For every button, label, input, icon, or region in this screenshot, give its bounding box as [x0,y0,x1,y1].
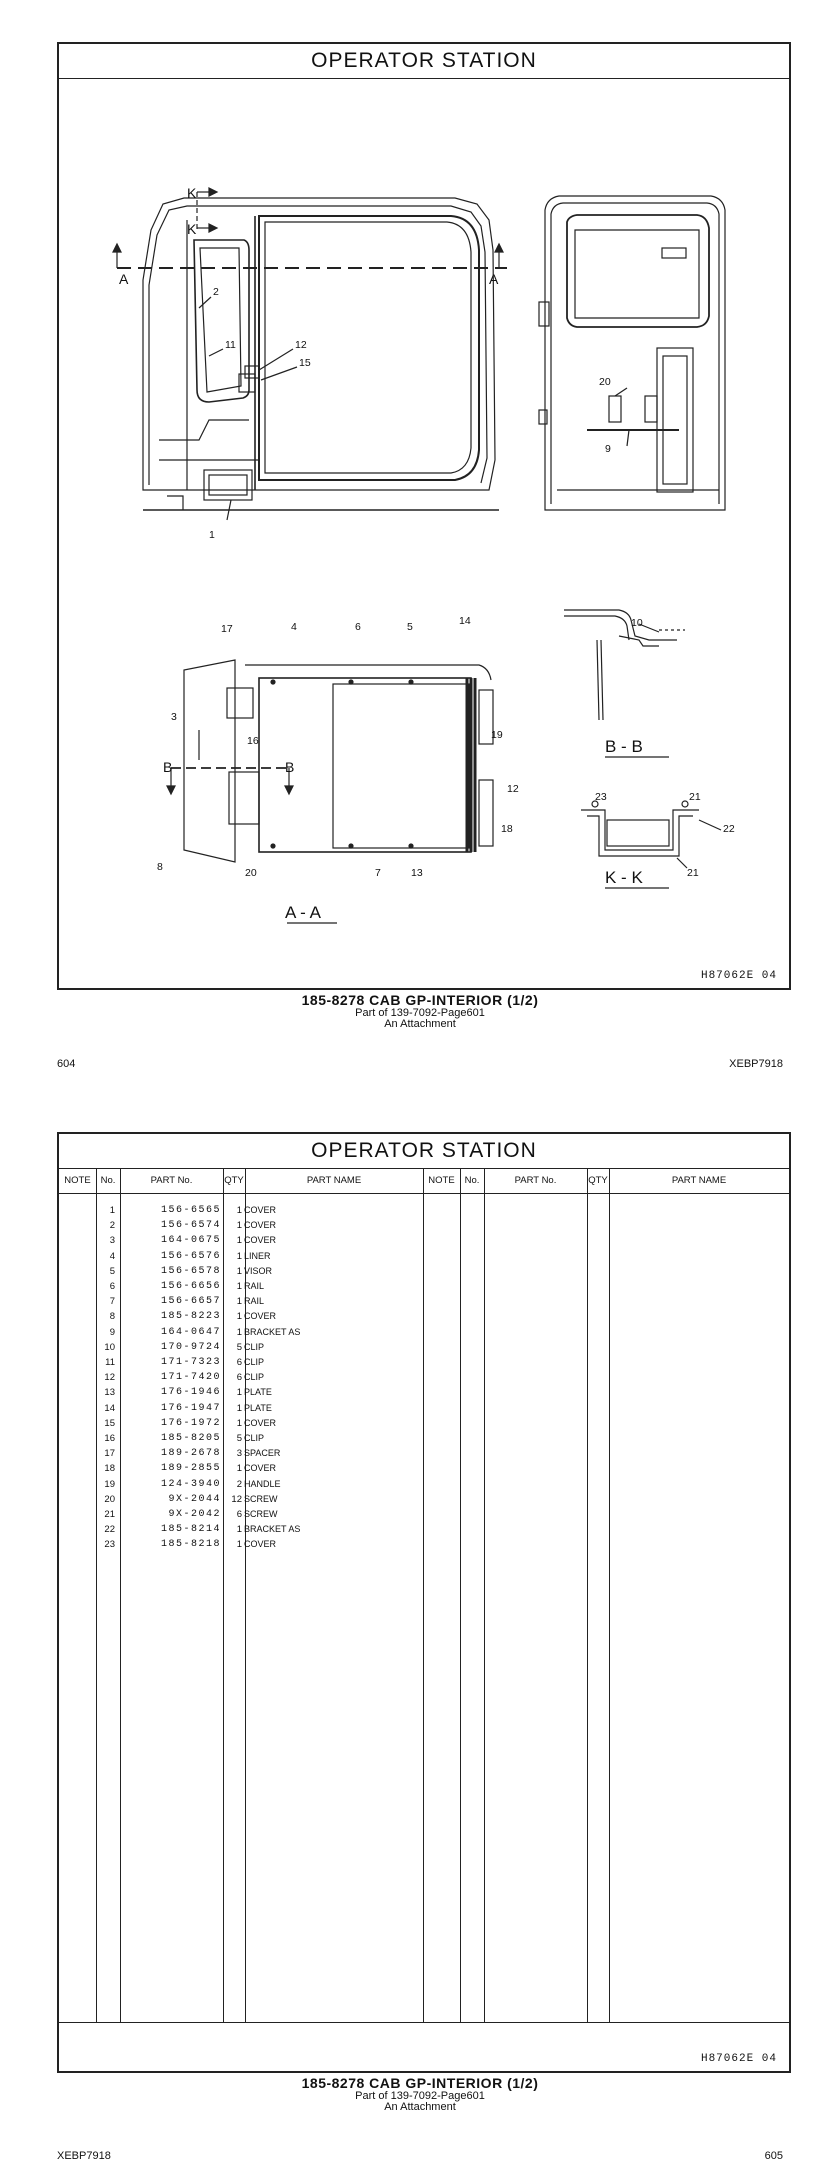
row-part-number: 156-6565 [160,1205,221,1216]
row-number: 13 [104,1387,115,1399]
table-row [59,1416,423,1431]
row-quantity: 1 [236,1326,242,1338]
table-header [59,1168,789,1194]
header-part-no: PART No. [150,1175,193,1186]
row-part-name: COVER [244,1539,277,1550]
row-part-name: COVER [244,1417,277,1428]
caption-title: 185-8278 CAB GP-INTERIOR (1/2) [301,992,539,1008]
header-note: NOTE [64,1175,91,1186]
table-row [59,1294,423,1309]
callout-label: 1 [209,529,215,541]
row-number: 8 [109,1311,115,1323]
callout-label: 20 [245,867,257,879]
callout-label: 3 [171,711,177,723]
figure-code: H87062E 04 [700,970,777,982]
row-part-number: 9X-2044 [168,1493,221,1505]
row-part-name: COVER [244,1463,277,1474]
row-part-name: BRACKET AS [244,1326,301,1337]
row-part-number: 156-6576 [160,1250,221,1262]
row-number: 22 [104,1524,115,1536]
section-labels [285,737,643,922]
row-quantity: 2 [236,1478,242,1490]
row-number: 12 [104,1372,115,1384]
table-row [59,1431,423,1446]
cut-label: K [187,185,197,201]
row-number: 10 [104,1341,115,1353]
row-part-number: 189-2855 [160,1463,221,1475]
callout-label: 19 [491,729,503,741]
row-part-name: CLIP [244,1372,265,1383]
row-part-name: SPACER [244,1448,281,1459]
callout-label: 23 [595,791,607,803]
row-part-number: 176-1972 [160,1417,221,1429]
row-part-name: COVER [244,1235,277,1246]
row-number: 23 [104,1539,115,1551]
callout-label: 12 [295,339,307,351]
callout-labels [157,286,735,879]
row-part-name: VISOR [244,1265,273,1276]
callout-label: 22 [723,823,735,835]
caption-attachment: An Attachment [384,1018,456,1031]
table-row [59,1461,423,1476]
row-part-name: COVER [244,1205,277,1215]
callout-label: 11 [225,339,236,351]
row-part-name: SCREW [244,1493,278,1504]
row-number: 6 [109,1281,115,1292]
column-rule [609,1168,610,2023]
row-part-number: 164-0675 [160,1235,221,1247]
row-part-name: LINER [244,1250,271,1261]
row-number: 15 [104,1417,115,1429]
row-number: 19 [104,1478,115,1490]
header-no: No. [100,1175,116,1186]
row-number: 11 [105,1357,115,1368]
caption-attachment-parts: An Attachment [384,2101,456,2114]
row-quantity: 6 [236,1372,242,1384]
row-part-number: 156-6656 [160,1281,221,1292]
parts-list-frame [57,1132,791,2073]
row-quantity: 1 [236,1417,242,1429]
table-row [59,1264,423,1279]
cut-label: B [163,759,173,775]
row-quantity: 1 [236,1220,242,1232]
row-quantity: 5 [236,1433,242,1444]
row-part-number: 185-8218 [160,1539,221,1551]
row-part-name: COVER [244,1220,277,1231]
row-quantity: 1 [236,1296,242,1308]
row-part-name: COVER [244,1311,277,1322]
row-number: 4 [109,1250,115,1262]
row-part-name: CLIP [244,1433,265,1443]
section-title-parts: OPERATOR STATION [59,1134,789,1169]
table-row [59,1446,423,1461]
row-part-number: 170-9724 [160,1341,221,1353]
callout-label: 4 [291,621,297,633]
column-rule [484,1168,485,2023]
row-quantity: 1 [236,1524,242,1536]
table-row [59,1385,423,1400]
header-no-2: No. [464,1175,480,1186]
row-quantity: 1 [236,1265,242,1277]
callout-label: 18 [501,823,513,835]
callout-label: 7 [375,867,381,879]
section-title: OPERATOR STATION [59,44,789,79]
row-quantity: 12 [231,1493,242,1505]
row-part-name: RAIL [244,1281,265,1291]
callout-label: 8 [157,861,163,873]
table-row [59,1218,423,1233]
cut-label: K [187,221,197,237]
page-number-right: 605 [764,2150,783,2162]
section-a-a [167,660,493,862]
row-quantity: 1 [236,1250,242,1262]
callout-label: 21 [687,867,699,879]
table-row [59,1401,423,1416]
row-part-name: BRACKET AS [244,1524,301,1535]
row-quantity: 1 [236,1205,242,1216]
table-row [59,1492,423,1507]
section-label: B - B [605,737,643,756]
illustration-frame [57,42,791,990]
figure-caption [0,993,840,1031]
section-label: K - K [605,868,643,887]
row-number: 18 [104,1463,115,1475]
table-row [59,1203,423,1218]
row-part-name: SCREW [244,1509,278,1519]
row-part-number: 156-6574 [160,1220,221,1232]
callout-label: 10 [631,617,643,629]
cab-side-view [113,188,507,520]
row-number: 17 [104,1448,115,1460]
row-number: 14 [104,1402,115,1414]
header-part-name: PART NAME [306,1175,362,1186]
caption-title-parts: 185-8278 CAB GP-INTERIOR (1/2) [301,2075,539,2091]
table-row [59,1279,423,1294]
row-number: 20 [104,1493,115,1505]
row-part-number: 156-6657 [160,1296,221,1308]
table-row [59,1507,423,1522]
table-row [59,1370,423,1385]
table-row [59,1249,423,1264]
cab-interior-diagram [59,80,789,985]
row-quantity: 1 [236,1463,242,1475]
figure-code-parts: H87062E 04 [700,2053,777,2065]
section-label: A - A [285,903,321,922]
footer-rule [59,2022,789,2023]
caption-part-of: Part of 139-7092-Page601 [355,1006,485,1019]
row-number: 5 [109,1265,115,1277]
row-quantity: 1 [236,1311,242,1323]
header-qty-2: QTY [588,1175,608,1186]
row-part-number: 9X-2042 [168,1509,221,1520]
callout-label: 2 [213,286,219,298]
table-row [59,1477,423,1492]
table-row [59,1340,423,1355]
row-part-number: 124-3940 [160,1478,221,1490]
row-part-number: 185-8223 [160,1311,221,1323]
row-part-number: 189-2678 [160,1448,221,1460]
row-part-number: 171-7323 [160,1357,221,1368]
callout-label: 5 [407,621,413,633]
row-quantity: 6 [236,1357,242,1368]
page-number-left: 604 [57,1058,76,1070]
row-part-name: PLATE [244,1402,272,1413]
row-part-number: 164-0647 [160,1326,221,1338]
header-part-name-2: PART NAME [671,1175,727,1186]
row-part-name: HANDLE [244,1478,281,1489]
row-number: 9 [109,1326,115,1338]
row-number: 2 [109,1220,115,1232]
cab-rear-view [539,196,725,510]
figure-caption-parts [0,2076,840,2114]
row-part-name: PLATE [244,1387,272,1398]
table-row [59,1355,423,1370]
section-k-k [581,801,721,868]
callout-label: 14 [459,615,471,627]
cut-label: A [489,271,499,287]
row-quantity: 5 [236,1341,242,1353]
callout-label: 21 [689,791,701,803]
row-quantity: 1 [236,1387,242,1399]
row-part-name: CLIP [244,1357,265,1367]
table-row [59,1537,423,1552]
row-part-number: 176-1946 [160,1387,221,1399]
row-number: 1 [109,1205,115,1216]
doc-code-right: XEBP7918 [729,1058,783,1070]
row-part-number: 185-8205 [160,1433,221,1444]
row-part-number: 171-7420 [160,1372,221,1384]
callout-label: 9 [605,443,611,455]
row-part-number: 185-8214 [160,1524,221,1536]
callout-label: 20 [599,376,611,388]
callout-label: 16 [247,735,259,747]
callout-label: 17 [221,623,233,635]
callout-label: 12 [507,783,519,795]
column-rule [587,1168,588,2023]
caption-part-of-parts: Part of 139-7092-Page601 [355,2089,485,2102]
doc-code-left: XEBP7918 [57,2150,111,2162]
callout-label: 13 [411,867,423,879]
row-quantity: 1 [236,1402,242,1414]
table-row [59,1522,423,1537]
header-part-no-2: PART No. [514,1175,557,1186]
row-quantity: 1 [236,1235,242,1247]
header-qty: QTY [224,1175,244,1186]
row-quantity: 1 [236,1539,242,1551]
callout-label: 6 [355,621,361,633]
row-number: 21 [104,1509,115,1520]
cut-label: A [119,271,129,287]
row-number: 7 [109,1296,115,1308]
row-number: 16 [104,1433,115,1444]
row-quantity: 3 [236,1448,242,1460]
table-row [59,1233,423,1248]
column-rule [460,1168,461,2023]
row-part-number: 156-6578 [160,1265,221,1277]
row-quantity: 6 [236,1509,242,1520]
cut-label: B [285,759,295,775]
row-part-name: RAIL [244,1296,265,1307]
table-row [59,1325,423,1340]
callout-label: 15 [299,357,311,369]
row-part-number: 176-1947 [160,1402,221,1414]
header-note-2: NOTE [428,1175,455,1186]
table-row [59,1309,423,1324]
section-b-b [564,610,685,720]
row-part-name: CLIP [244,1341,265,1352]
row-number: 3 [109,1235,115,1247]
row-quantity: 1 [236,1281,242,1292]
